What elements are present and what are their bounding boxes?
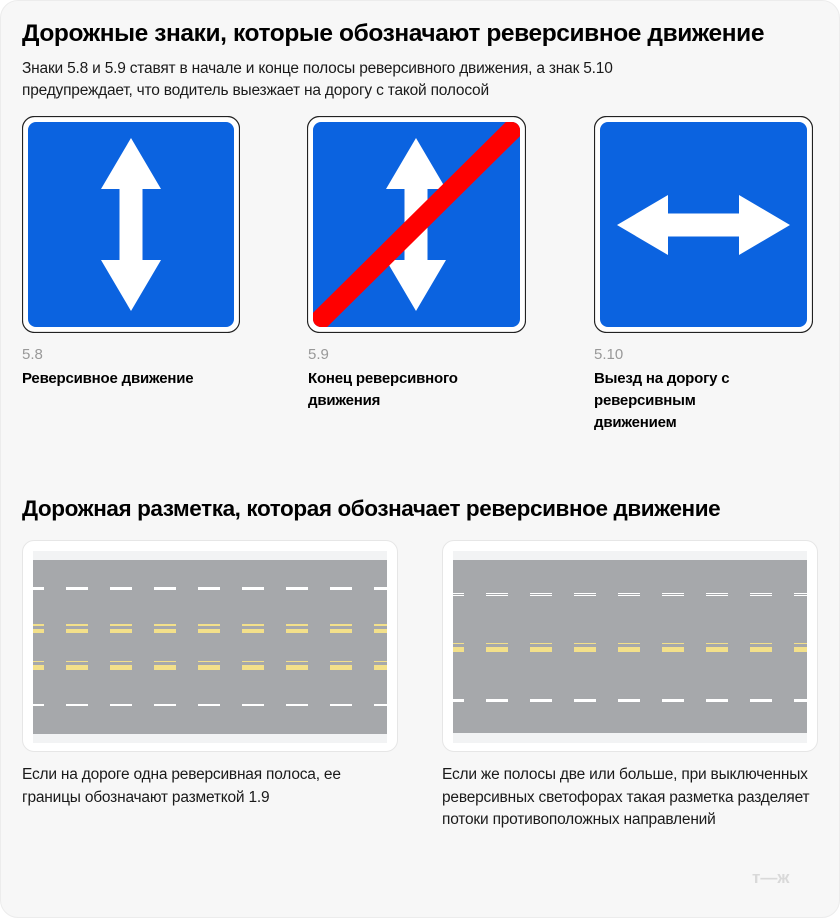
sign-5-8-icon <box>22 116 240 333</box>
sign-5-10-icon <box>594 116 812 333</box>
road-marking-1-9-two-lines-icon <box>22 540 398 752</box>
marking-caption: Если же полосы две или больше, при выключенных реверсивных светофорах такая разметка разделяет потоки противоположных направлений <box>442 766 810 828</box>
sign-code: 5.10 <box>594 346 624 363</box>
tzh-logo: т—ж <box>752 868 790 887</box>
sign-5-9-icon <box>307 116 525 333</box>
sign-name: Выезд на дорогу с реверсивным движением <box>594 370 730 431</box>
signs-section-title: Дорожные знаки, которые обозначают реверсивное движение <box>22 20 765 47</box>
signs-section-lead: Знаки 5.8 и 5.9 ставят в начале и конце полосы реверсивного движения, а знак 5.10 предупреждает, что водитель выезжает на дорогу с такой полосой <box>22 60 613 99</box>
road-marking-1-9-one-line-icon <box>442 540 818 752</box>
sign-name: Реверсивное движение <box>22 370 194 387</box>
sign-code: 5.8 <box>22 346 43 363</box>
sign-code: 5.9 <box>308 346 329 363</box>
sign-name: Конец реверсивного движения <box>308 370 458 409</box>
markings-section-title: Дорожная разметка, которая обозначает реверсивное движение <box>22 496 721 521</box>
marking-caption: Если на дороге одна реверсивная полоса, ее границы обозначают разметкой 1.9 <box>22 766 341 806</box>
